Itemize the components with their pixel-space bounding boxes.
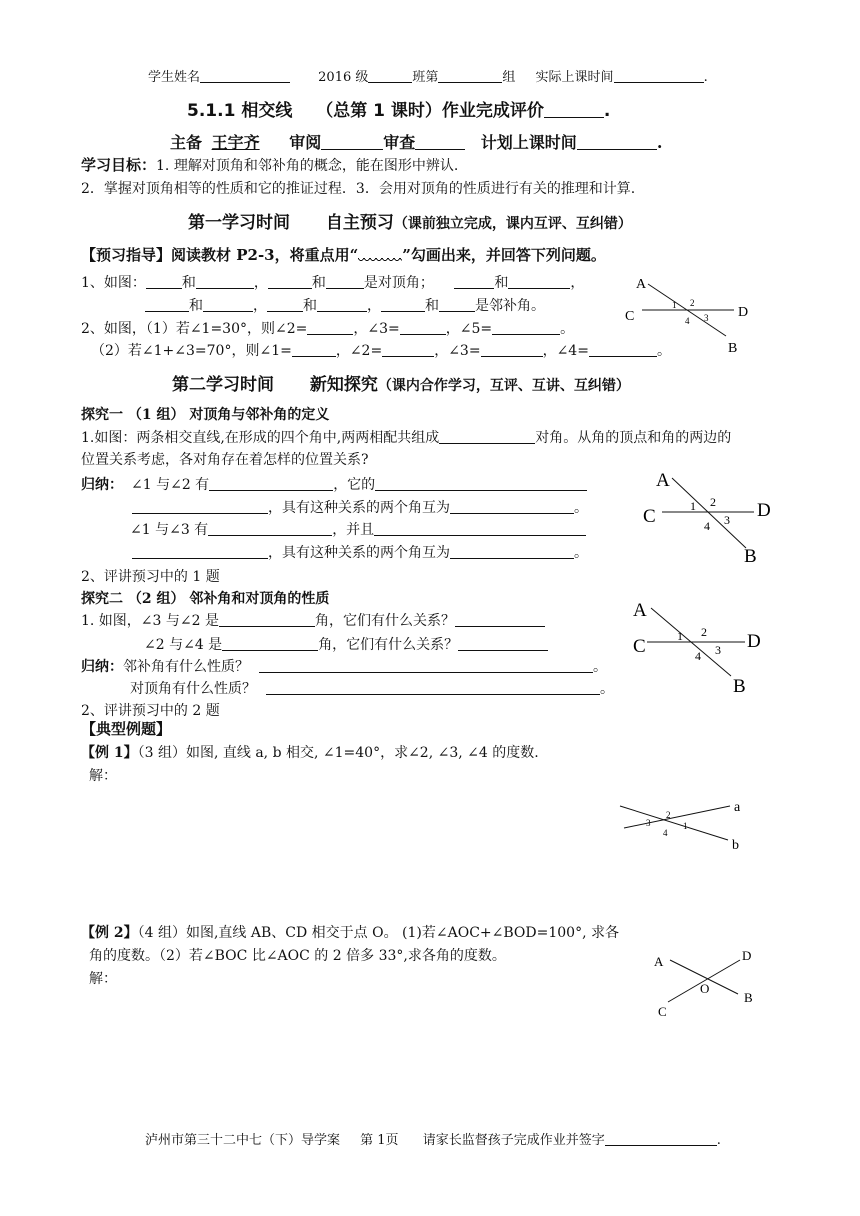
label-b: B: [744, 990, 753, 1005]
angle-4: 4: [695, 649, 701, 663]
explore2-q1: [81, 610, 545, 630]
comma: ，: [253, 298, 267, 314]
explore2-sum1: [81, 656, 607, 676]
adjacent-property-q: 邻补角有什么性质？: [123, 659, 249, 675]
explore1-count-blank[interactable]: [439, 429, 535, 444]
explore1-sum-line4: [132, 542, 588, 562]
label-d: D: [742, 948, 752, 963]
q2-2-blank-3[interactable]: [481, 342, 543, 357]
lines-ab-figure: [612, 796, 752, 854]
s1b: ，它的: [333, 477, 376, 493]
section1-note: （课前独立完成，课内互评、互纠错）: [393, 216, 632, 232]
q1-vertical-angle-text: 是对顶角；: [363, 275, 434, 291]
explore2-blank-6[interactable]: [266, 680, 600, 695]
example1-label: 【例 1】: [81, 745, 138, 761]
authors-end: .: [656, 133, 663, 152]
section1-subtitle: 自主预习: [325, 213, 394, 233]
title-end: .: [603, 101, 611, 121]
explore1-blank-7[interactable]: [132, 544, 268, 559]
q2-2-blank-2[interactable]: [382, 342, 434, 357]
s4: ，具有这种关系的两个角互为: [268, 545, 450, 561]
section2-subtitle: 新知探究: [309, 375, 378, 395]
preview-q2-line1: [81, 318, 574, 338]
grade-label: 2016 级: [318, 70, 369, 85]
example2-solve: 解：: [89, 971, 117, 987]
title-main: 5.1.1 相交线: [187, 101, 293, 121]
preview-q1-line1: [81, 272, 584, 292]
explore2-sum2: [130, 678, 614, 698]
explore1-sum-line2: [132, 497, 588, 517]
angle-4: 4: [663, 828, 668, 838]
comma: ，: [253, 275, 268, 291]
goals-label: 学习目标：: [81, 156, 157, 174]
group-blank[interactable]: [438, 69, 502, 83]
line-ab: [672, 478, 746, 548]
label-c: C: [633, 636, 646, 657]
explore1-blank-2[interactable]: [375, 476, 587, 491]
page-title: [187, 96, 610, 121]
s3a: ∠1 与∠3 有: [130, 522, 209, 538]
q2-1-blank-1[interactable]: [307, 320, 353, 335]
example2-label: 【例 2】: [81, 925, 138, 941]
preview-guide: [81, 244, 606, 265]
angle-3: 3: [715, 643, 721, 657]
and-text: 和: [303, 298, 317, 314]
class-label: 班第: [412, 70, 439, 85]
intersecting-lines-figure-2: [640, 464, 780, 568]
label-line-a: a: [734, 800, 741, 815]
check-label: 审查: [383, 133, 416, 152]
explore1-blank-3[interactable]: [132, 499, 268, 514]
q1-adjacent-text: 是邻补角。: [475, 298, 545, 314]
header-end: .: [703, 70, 708, 85]
explore1-blank-5[interactable]: [208, 521, 332, 536]
goals-line1: [81, 154, 458, 175]
angle-3: 3: [646, 818, 651, 828]
angle-2: 2: [701, 625, 707, 639]
period: 。: [574, 500, 588, 516]
footer-school: 泸州市第三十二中七（下）导学案: [145, 1133, 341, 1148]
q2b: 角，它们有什么关系？: [318, 637, 459, 653]
title-sub: （总第 1 课时）作业完成评价: [316, 101, 544, 121]
label-d: D: [738, 305, 749, 320]
explore1-sum-line3: [130, 519, 586, 539]
q2a: ∠2 与∠4 是: [144, 637, 223, 653]
explore2-review: 2、评讲预习中的 2 题: [81, 703, 220, 719]
section1-title: 第一学习时间: [188, 213, 290, 233]
prepare-label: 主备: [170, 133, 203, 152]
explore1-q-a: 1.如图：两条相交直线,在形成的四个角中,两两相配共组成: [81, 430, 440, 446]
angle-1: 1: [672, 300, 677, 310]
footer-sign-text: 请家长监督孩子完成作业并签字: [422, 1133, 605, 1148]
evaluation-blank[interactable]: [544, 100, 604, 118]
angle-4: 4: [685, 316, 690, 326]
s1a: ∠1 与∠2 有: [131, 477, 210, 493]
explore1-title: 探究一 （1 组） 对顶角与邻补角的定义: [81, 407, 330, 423]
label-a: A: [633, 600, 647, 621]
explore1-q-line2: 位置关系考虑，各对角存在着怎样的位置关系?: [81, 452, 369, 468]
examples-title: 【典型例题】: [81, 720, 172, 738]
label-c: C: [658, 1004, 667, 1019]
comma: ，: [367, 298, 381, 314]
label-b: B: [733, 676, 746, 696]
section1-heading: [188, 208, 632, 233]
q1-blank-10[interactable]: [317, 297, 367, 312]
angle-2: 2: [690, 298, 695, 308]
section2-title: 第二学习时间: [172, 375, 274, 395]
angle-4: 4: [704, 519, 710, 533]
footer: [145, 1129, 721, 1148]
explore2-blank-1[interactable]: [219, 612, 315, 627]
class-blank[interactable]: [368, 69, 412, 83]
explore2-blank-3[interactable]: [222, 636, 318, 651]
explore1-review: 2、评讲预习中的 1 题: [81, 569, 220, 585]
label-d: D: [747, 631, 761, 652]
q1-blank-8[interactable]: [203, 297, 253, 312]
label-d: D: [757, 500, 771, 521]
guide-text-a: 【预习指导】阅读教材 P2-3，将重点用“: [81, 246, 359, 264]
preview-q1-line2: [145, 295, 545, 315]
review-blank[interactable]: [321, 133, 383, 150]
label-c: C: [643, 506, 656, 527]
section2-heading: [172, 370, 630, 395]
q1-blank-3[interactable]: [268, 274, 312, 289]
prepare-name: 王宇齐: [211, 133, 260, 152]
example1-text: （3 组）如图, 直线 a, b 相交, ∠1=40°，求∠2, ∠3, ∠4 的度数.: [137, 745, 539, 761]
explore2-q2: [144, 634, 548, 654]
q1-blank-1[interactable]: [146, 274, 182, 289]
review-label: 审阅: [289, 133, 322, 152]
q1-blank-12[interactable]: [439, 297, 475, 312]
plan-time-label: 计划上课时间: [480, 133, 577, 152]
goals-line2: 2．掌握对顶角相等的性质和它的推证过程．3．会用对顶角的性质进行有关的推理和计算.: [81, 181, 636, 197]
angle-2: 2: [710, 495, 716, 509]
guide-text-b: ”勾画出来，并回答下列问题。: [402, 246, 606, 264]
line-a: [624, 806, 730, 828]
explore1-q-line1: [81, 427, 731, 447]
lines-abcd-o-figure: [648, 946, 768, 1020]
comma: ，: [570, 275, 585, 291]
and-text: 和: [425, 298, 439, 314]
check-blank[interactable]: [415, 133, 465, 150]
explore1-q-b: 对角。从角的顶点和角的两边的: [535, 430, 732, 446]
label-a: A: [636, 277, 647, 292]
explore2-blank-2[interactable]: [455, 612, 545, 627]
q1-blank-9[interactable]: [267, 297, 303, 312]
wavy-underline-mark: [358, 252, 402, 262]
label-line-b: b: [732, 838, 739, 853]
period: 。: [600, 681, 614, 697]
angle-1: 1: [683, 821, 688, 831]
q2-2-text: （2）若∠1+∠3=70°，则∠1=: [91, 343, 292, 359]
q2-2-text-c: ，∠3=: [434, 343, 481, 359]
plan-time-blank[interactable]: [577, 133, 657, 150]
q1-blank-2[interactable]: [196, 274, 254, 289]
and-text: 和: [494, 275, 509, 291]
q2-2-blank-1[interactable]: [292, 342, 336, 357]
preview-q2-line2: [91, 340, 671, 360]
example2-text-1: （4 组）如图,直线 AB、CD 相交于点 O。 (1)若∠AOC+∠BOD=100°, 求各: [137, 925, 619, 941]
example1: [81, 742, 539, 762]
label-b: B: [744, 546, 757, 567]
q1-label: 1、如图：: [81, 275, 146, 291]
student-name-label: 学生姓名: [148, 70, 201, 85]
s3b: ，并且: [332, 522, 375, 538]
label-b: B: [728, 341, 738, 354]
authors-line: [170, 130, 662, 153]
s2: ，具有这种关系的两个角互为: [268, 500, 450, 516]
q1-blank-7[interactable]: [145, 297, 189, 312]
intersecting-lines-figure-3: [617, 594, 767, 696]
q1-blank-6[interactable]: [508, 274, 570, 289]
period: 。: [593, 659, 607, 675]
q2-1-text-c: ，∠5=: [445, 321, 493, 337]
angle-2: 2: [666, 810, 671, 820]
q1-blank-5[interactable]: [454, 274, 494, 289]
footer-end: .: [716, 1133, 721, 1148]
line-b: [620, 806, 728, 840]
example2-line2: 角的度数。（2）若∠BOC 比∠AOC 的 2 倍多 33°,求各角的度数。: [89, 948, 506, 964]
explore2-title: 探究二 （2 组） 邻补角和对顶角的性质: [81, 591, 330, 607]
goals-text-1: 1. 理解对顶角和邻补角的概念，能在图形中辨认.: [156, 158, 459, 174]
and-text: 和: [189, 298, 203, 314]
label-c: C: [625, 309, 635, 324]
explore2-blank-5[interactable]: [259, 658, 593, 673]
angle-3: 3: [704, 313, 709, 323]
header-line: [148, 66, 708, 85]
period: 。: [574, 545, 588, 561]
group-label: 组: [502, 70, 516, 85]
q2-2-end: 。: [656, 343, 671, 359]
section2-note: （课内合作学习，互评、互讲、互纠错）: [377, 378, 630, 394]
intersecting-lines-figure-1: [620, 274, 760, 354]
q2-1-text-b: ，∠3=: [353, 321, 400, 337]
q2-1-blank-2[interactable]: [400, 320, 446, 335]
vertical-property-q: 对顶角有什么性质？: [130, 681, 256, 697]
q2-2-text-d: ，∠4=: [542, 343, 589, 359]
q2-1-end: 。: [560, 321, 575, 337]
footer-page-number: 第 1页: [360, 1133, 399, 1148]
label-a: A: [656, 470, 670, 491]
student-name-blank[interactable]: [200, 69, 290, 83]
and-text: 和: [181, 275, 196, 291]
summary-label: 归纳：: [81, 659, 123, 675]
explore1-blank-4[interactable]: [450, 499, 574, 514]
explore2-blank-4[interactable]: [458, 636, 548, 651]
label-a: A: [654, 954, 664, 969]
summary-label: 归纳：: [81, 477, 123, 493]
angle-1: 1: [690, 499, 696, 513]
parent-signature-blank[interactable]: [605, 1132, 717, 1146]
explore1-sum-line1: [81, 474, 587, 494]
q2-1-text: 2、如图，（1）若∠1=30°，则∠2=: [81, 321, 308, 337]
actual-time-blank[interactable]: [614, 69, 704, 83]
q2-1-blank-3[interactable]: [492, 320, 560, 335]
q1b: 角，它们有什么关系？: [314, 613, 455, 629]
q2-2-text-b: ，∠2=: [335, 343, 383, 359]
example1-solve: 解：: [89, 768, 117, 784]
q1-blank-11[interactable]: [381, 297, 425, 312]
explore1-blank-1[interactable]: [209, 476, 333, 491]
angle-3: 3: [724, 513, 730, 527]
explore1-blank-8[interactable]: [450, 544, 574, 559]
label-o: O: [700, 981, 710, 996]
actual-time-label: 实际上课时间: [535, 70, 614, 85]
example2-line1: [81, 922, 619, 942]
q1-blank-4[interactable]: [326, 274, 364, 289]
explore1-blank-6[interactable]: [374, 521, 586, 536]
and-text: 和: [311, 275, 326, 291]
angle-1: 1: [677, 629, 683, 643]
q1a: 1. 如图，∠3 与∠2 是: [81, 613, 219, 629]
